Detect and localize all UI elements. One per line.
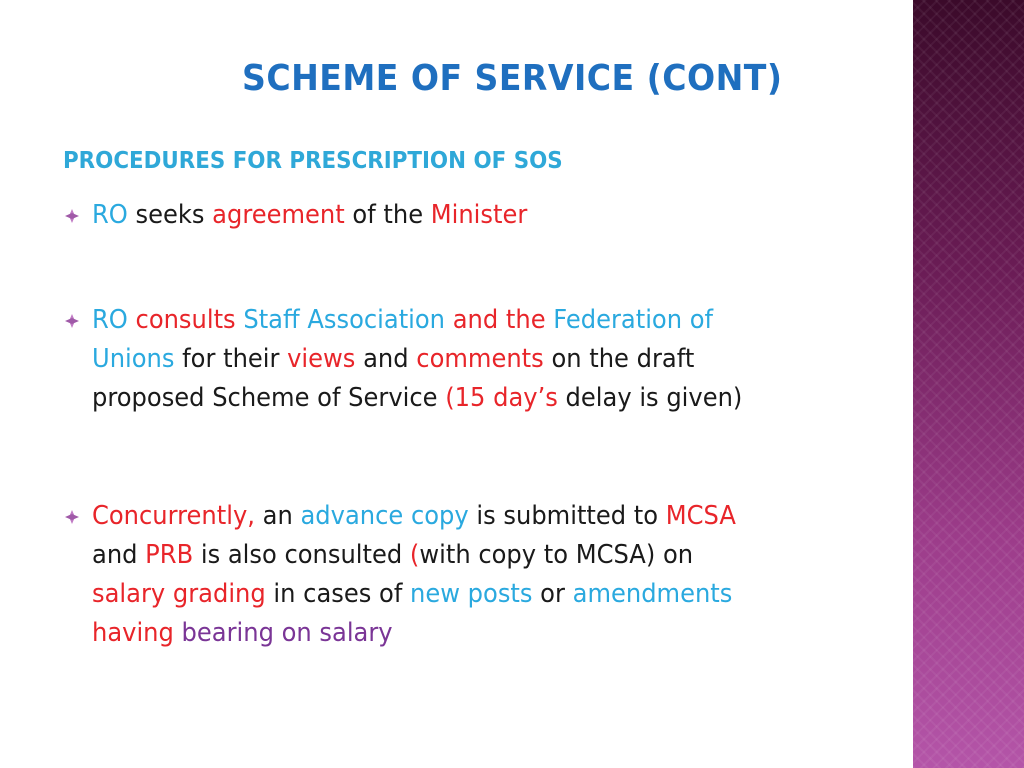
section-subheading: PROCEDURES FOR PRESCRIPTION OF SOS bbox=[63, 148, 563, 174]
bullet-item-2 bbox=[92, 301, 972, 418]
slide-title: SCHEME OF SERVICE (CONT) bbox=[242, 58, 783, 99]
text-for-their: for their bbox=[174, 344, 288, 374]
bullet-3-line-1 bbox=[92, 497, 910, 536]
text-and-the: and the bbox=[445, 305, 546, 335]
text-an: an bbox=[254, 501, 301, 531]
text-seeks: seeks bbox=[127, 200, 213, 230]
text-fifteen-days: (15 day’s bbox=[445, 383, 558, 413]
bullet-3-line-4 bbox=[92, 614, 910, 653]
text-comments: comments bbox=[416, 344, 544, 374]
text-salary-grading: salary grading bbox=[92, 579, 266, 609]
bullet-2-line-1 bbox=[92, 301, 910, 340]
text-and: and bbox=[355, 344, 417, 374]
text-prb: PRB bbox=[145, 540, 194, 570]
text-staff-association: Staff Association bbox=[235, 305, 446, 335]
text-submitted: is submitted to bbox=[468, 501, 666, 531]
text-new-posts: new posts bbox=[410, 579, 533, 609]
text-concurrently: Concurrently, bbox=[92, 501, 255, 531]
text-and: and bbox=[92, 540, 146, 570]
text-in-cases: in cases of bbox=[265, 579, 411, 609]
bullet-item-3 bbox=[92, 497, 972, 653]
text-minister: Minister bbox=[430, 200, 528, 230]
bullet-3-line-2 bbox=[92, 536, 910, 575]
text-delay: delay is given) bbox=[557, 383, 743, 413]
text-open-paren: ( bbox=[409, 540, 420, 570]
text-federation-of: Federation of bbox=[545, 305, 714, 335]
text-mcsa: MCSA bbox=[665, 501, 736, 531]
text-ro: RO bbox=[92, 200, 128, 230]
text-consulted: is also consulted bbox=[193, 540, 410, 570]
text-proposed: proposed Scheme of Service bbox=[92, 383, 446, 413]
bullet-item-1 bbox=[92, 196, 972, 235]
text-amendments: amendments bbox=[572, 579, 733, 609]
diamond-bullet-icon bbox=[64, 313, 80, 329]
text-bearing: bearing on salary bbox=[173, 618, 393, 648]
text-with-copy: with copy to MCSA) on bbox=[419, 540, 694, 570]
diamond-bullet-icon bbox=[64, 208, 80, 224]
bullet-2-line-2 bbox=[92, 340, 910, 379]
text-on-the-draft: on the draft bbox=[543, 344, 695, 374]
bullet-3-line-3 bbox=[92, 575, 910, 614]
text-unions: Unions bbox=[92, 344, 175, 374]
text-views: views bbox=[287, 344, 356, 374]
text-ro: RO bbox=[92, 305, 128, 335]
text-advance-copy: advance copy bbox=[300, 501, 469, 531]
text-having: having bbox=[92, 618, 174, 648]
text-or: or bbox=[532, 579, 573, 609]
diamond-bullet-icon bbox=[64, 509, 80, 525]
text-consults: consults bbox=[127, 305, 236, 335]
text-agreement: agreement bbox=[212, 200, 345, 230]
bullet-2-line-3 bbox=[92, 379, 910, 418]
text-of-the: of the bbox=[344, 200, 431, 230]
